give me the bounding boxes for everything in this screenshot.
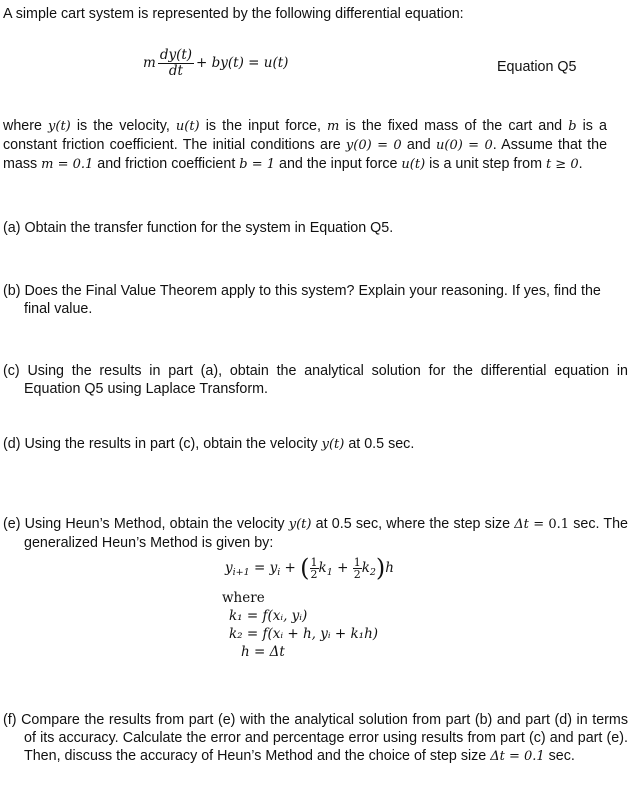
heun-k1: k₁ = f(xᵢ, yᵢ) xyxy=(229,608,308,624)
heun-formula: $y_{i+1} = y_i$ + ( $\frac{1}{2}$ $k_1$ + $\frac{1}{2}$ $k_2)h$ xyxy=(225,554,394,582)
heun-where: where xyxy=(222,590,265,606)
question-f: (f) Compare the results from part (e) with the analytical solution from part (b) and part (d) in terms of its accuracy. Calculate the error and percentage error using results from part (c) and part (e). Then, discuss the accuracy of Heun’s Method and the choice of step size Δt = 0.1 sec. xyxy=(3,712,628,764)
differential-equation: m $\frac{dy(t)}{dt}$ + by(t) = u(t) xyxy=(143,47,289,79)
heun-k2: k₂ = f(xᵢ + h, yᵢ + k₁h) xyxy=(229,626,379,642)
question-b: (b) Does the Final Value Theorem apply to this system? Explain your reasoning. If yes, find the final value. xyxy=(3,283,601,317)
question-a: (a) Obtain the transfer function for the system in Equation Q5. xyxy=(3,220,394,236)
question-d: (d) Using the results in part (c), obtain the velocity y(t) at 0.5 sec. xyxy=(3,436,415,452)
heun-h: h = Δt xyxy=(241,644,285,660)
question-c: (c) Using the results in part (a), obtain the analytical solution for the differential equation in Equation Q5 using Laplace Transform. xyxy=(3,363,628,397)
intro-text: A simple cart system is represented by the following differential equation: xyxy=(3,6,464,22)
variable-definitions: where y(t) is the velocity, u(t) is the input force, m is the fixed mass of the cart and b is a constant friction coefficient. The initial conditions are y(0) = 0 and u(0) = 0. Assume that the mass m = 0.1 and friction coefficient b = 1 and the input force u(t) is a unit step from t ≥ 0. xyxy=(3,118,608,172)
equation-label: Equation Q5 xyxy=(497,59,577,75)
question-e: (e) Using Heun’s Method, obtain the velocity y(t) at 0.5 sec, where the step size Δt = 0.1 sec. The generalized Heun’s Method is given by: xyxy=(3,516,628,551)
